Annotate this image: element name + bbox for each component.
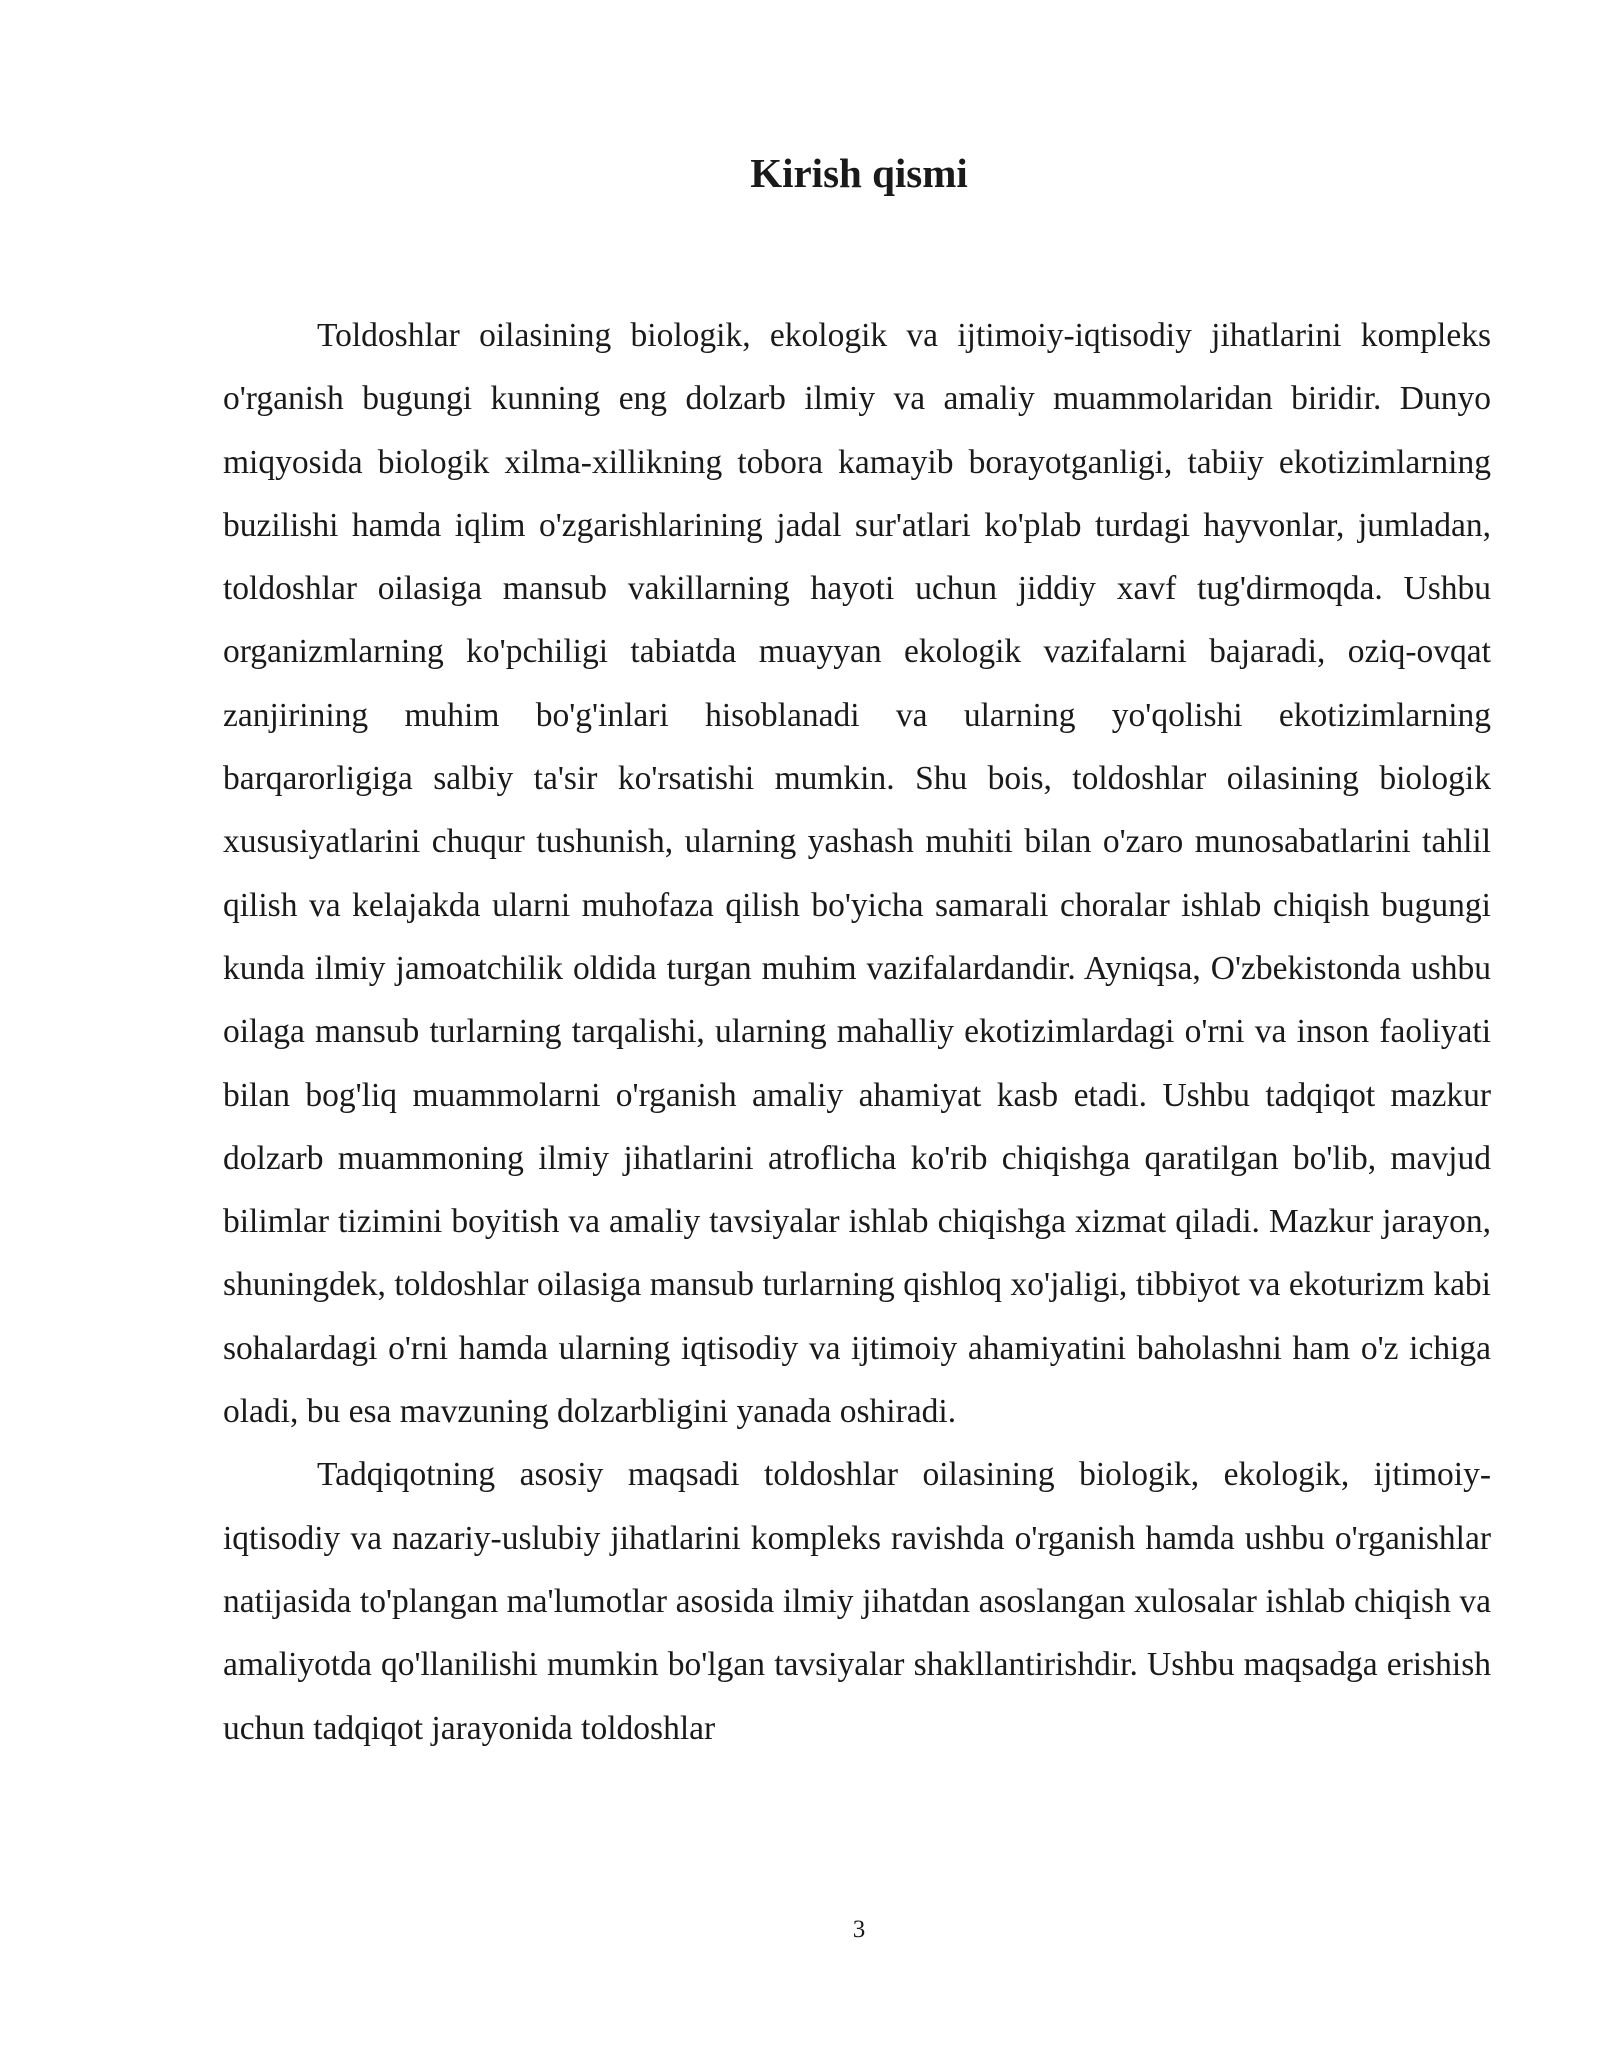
body-text xyxy=(223,304,1491,1760)
page-title: Kirish qismi xyxy=(750,150,968,196)
paragraph-2: Tadqiqotning asosiy maqsadi toldoshlar oilasining biologik, ekologik, ijtimoiy-iqtisodiy va nazariy-uslubiy jihatlarini kompleks ravishda o'rganish hamda ushbu o'rganishlar natijasida to'plangan ma'lumotlar asosida ilmiy jihatdan asoslangan xulosalar ishlab chiqish va amaliyotda qo'llanilishi mumkin bo'lgan tavsiyalar shakllantirishdir. Ushbu maqsadga erishish uchun tadqiqot jarayonida toldoshlar xyxy=(223,1456,1491,1747)
page-number: 3 xyxy=(852,1916,866,1943)
paragraph-1: Toldoshlar oilasining biologik, ekologik va ijtimoiy-iqtisodiy jihatlarini kompleks o'rganish bugungi kunning eng dolzarb ilmiy va amaliy muammolaridan biridir. Dunyo miqyosida biologik xilma-xillikning tobora kamayib borayotganligi, tabiiy ekotizimlarning buzilishi hamda iqlim o'zgarishlarining jadal sur'atlari ko'plab turdagi hayvonlar, jumladan, toldoshlar oilasiga mansub vakillarning hayoti uchun jiddiy xavf tug'dirmoqda. Ushbu organizmlarning ko'pchiligi tabiatda muayyan ekologik vazifalarni bajaradi, oziq-ovqat zanjirining muhim bo'g'inlari hisoblanadi va ularning yo'qolishi ekotizimlarning barqarorligiga salbiy ta'sir ko'rsatishi mumkin. Shu bois, toldoshlar oilasining biologik xususiyatlarini chuqur tushunish, ularning yashash muhiti bilan o'zaro munosabatlarini tahlil qilish va kelajakda ularni muhofaza qilish bo'yicha samarali choralar ishlab chiqish bugungi kunda ilmiy jamoatchilik oldida turgan muhim vazifalardandir. Ayniqsa, O'zbekistonda ushbu oilaga mansub turlarning tarqalishi, ularning mahalliy ekotizimlardagi o'rni va inson faoliyati bilan bog'liq muammolarni o'rganish amaliy ahamiyat kasb etadi. Ushbu tadqiqot mazkur dolzarb muammoning ilmiy jihatlarini atroflicha ko'rib chiqishga qaratilgan bo'lib, mavjud bilimlar tizimini boyitish va amaliy tavsiyalar ishlab chiqishga xizmat qiladi. Mazkur jarayon, shuningdek, toldoshlar oilasiga mansub turlarning qishloq xo'jaligi, tibbiyot va ekoturizm kabi sohalardagi o'rni hamda ularning iqtisodiy va ijtimoiy ahamiyatini baholashni ham o'z ichiga oladi, bu esa mavzuning dolzarbligini yanada oshiradi. xyxy=(223,317,1491,1431)
